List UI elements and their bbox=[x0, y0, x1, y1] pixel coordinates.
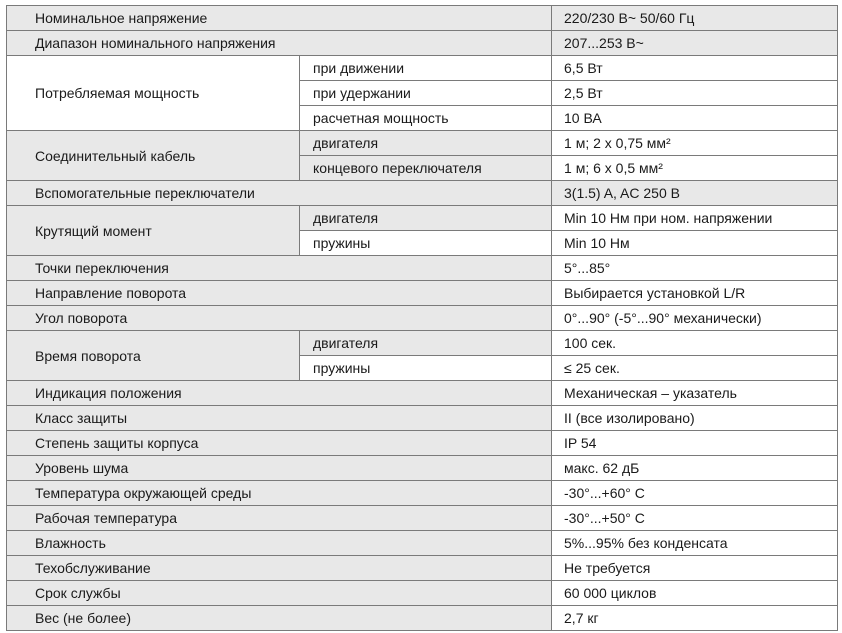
param-label: Степень защиты корпуса bbox=[7, 431, 552, 456]
table-row bbox=[7, 306, 838, 331]
table-row bbox=[7, 556, 838, 581]
param-value: 100 сек. bbox=[552, 331, 838, 356]
param-value: Min 10 Нм при ном. напряжении bbox=[552, 206, 838, 231]
sub-param-label: концевого переключателя bbox=[300, 156, 552, 181]
param-value: 3(1.5) A, AC 250 В bbox=[552, 181, 838, 206]
param-label: Класс защиты bbox=[7, 406, 552, 431]
param-value: 5°...85° bbox=[552, 256, 838, 281]
table-row bbox=[7, 31, 838, 56]
param-value: 6,5 Вт bbox=[552, 56, 838, 81]
sub-param-label: двигателя bbox=[300, 331, 552, 356]
param-value: 1 м; 2 x 0,75 мм² bbox=[552, 131, 838, 156]
param-value: 2,5 Вт bbox=[552, 81, 838, 106]
sub-param-label: двигателя bbox=[300, 206, 552, 231]
table-row bbox=[7, 581, 838, 606]
param-value: макс. 62 дБ bbox=[552, 456, 838, 481]
param-value: 0°...90° (-5°...90° механически) bbox=[552, 306, 838, 331]
param-label: Точки переключения bbox=[7, 256, 552, 281]
param-value: 220/230 В~ 50/60 Гц bbox=[552, 6, 838, 31]
param-value: -30°...+50° C bbox=[552, 506, 838, 531]
param-label: Соединительный кабель bbox=[7, 131, 300, 181]
param-label: Номинальное напряжение bbox=[7, 6, 552, 31]
param-label: Направление поворота bbox=[7, 281, 552, 306]
param-value: Не требуется bbox=[552, 556, 838, 581]
param-value: 2,7 кг bbox=[552, 606, 838, 631]
param-value: -30°...+60° C bbox=[552, 481, 838, 506]
param-label: Время поворота bbox=[7, 331, 300, 381]
table-row bbox=[7, 6, 838, 31]
table-row bbox=[7, 131, 838, 156]
param-value: 60 000 циклов bbox=[552, 581, 838, 606]
param-value: IP 54 bbox=[552, 431, 838, 456]
param-label: Уровень шума bbox=[7, 456, 552, 481]
param-value: Min 10 Нм bbox=[552, 231, 838, 256]
table-row bbox=[7, 506, 838, 531]
param-label: Индикация положения bbox=[7, 381, 552, 406]
param-value: Механическая – указатель bbox=[552, 381, 838, 406]
param-value: ≤ 25 сек. bbox=[552, 356, 838, 381]
table-row bbox=[7, 181, 838, 206]
param-label: Рабочая температура bbox=[7, 506, 552, 531]
table-row bbox=[7, 481, 838, 506]
table-row bbox=[7, 381, 838, 406]
sub-param-label: при движении bbox=[300, 56, 552, 81]
sub-param-label: расчетная мощность bbox=[300, 106, 552, 131]
spec-table bbox=[6, 5, 838, 631]
sub-param-label: двигателя bbox=[300, 131, 552, 156]
table-row bbox=[7, 456, 838, 481]
sub-param-label: пружины bbox=[300, 356, 552, 381]
table-row bbox=[7, 606, 838, 631]
param-label: Крутящий момент bbox=[7, 206, 300, 256]
param-label: Угол поворота bbox=[7, 306, 552, 331]
sub-param-label: пружины bbox=[300, 231, 552, 256]
param-label: Потребляемая мощность bbox=[7, 56, 300, 131]
param-label: Диапазон номинального напряжения bbox=[7, 31, 552, 56]
param-label: Вес (не более) bbox=[7, 606, 552, 631]
param-label: Вспомогательные переключатели bbox=[7, 181, 552, 206]
param-value: Выбирается установкой L/R bbox=[552, 281, 838, 306]
param-value: 1 м; 6 x 0,5 мм² bbox=[552, 156, 838, 181]
table-row bbox=[7, 281, 838, 306]
sub-param-label: при удержании bbox=[300, 81, 552, 106]
param-label: Срок службы bbox=[7, 581, 552, 606]
param-value: II (все изолировано) bbox=[552, 406, 838, 431]
param-label: Влажность bbox=[7, 531, 552, 556]
table-row bbox=[7, 331, 838, 356]
table-row bbox=[7, 531, 838, 556]
table-row bbox=[7, 406, 838, 431]
table-row bbox=[7, 431, 838, 456]
param-value: 5%...95% без конденсата bbox=[552, 531, 838, 556]
table-row bbox=[7, 206, 838, 231]
param-label: Техобслуживание bbox=[7, 556, 552, 581]
param-label: Температура окружающей среды bbox=[7, 481, 552, 506]
table-row bbox=[7, 256, 838, 281]
table-row bbox=[7, 56, 838, 81]
param-value: 207...253 В~ bbox=[552, 31, 838, 56]
param-value: 10 ВА bbox=[552, 106, 838, 131]
